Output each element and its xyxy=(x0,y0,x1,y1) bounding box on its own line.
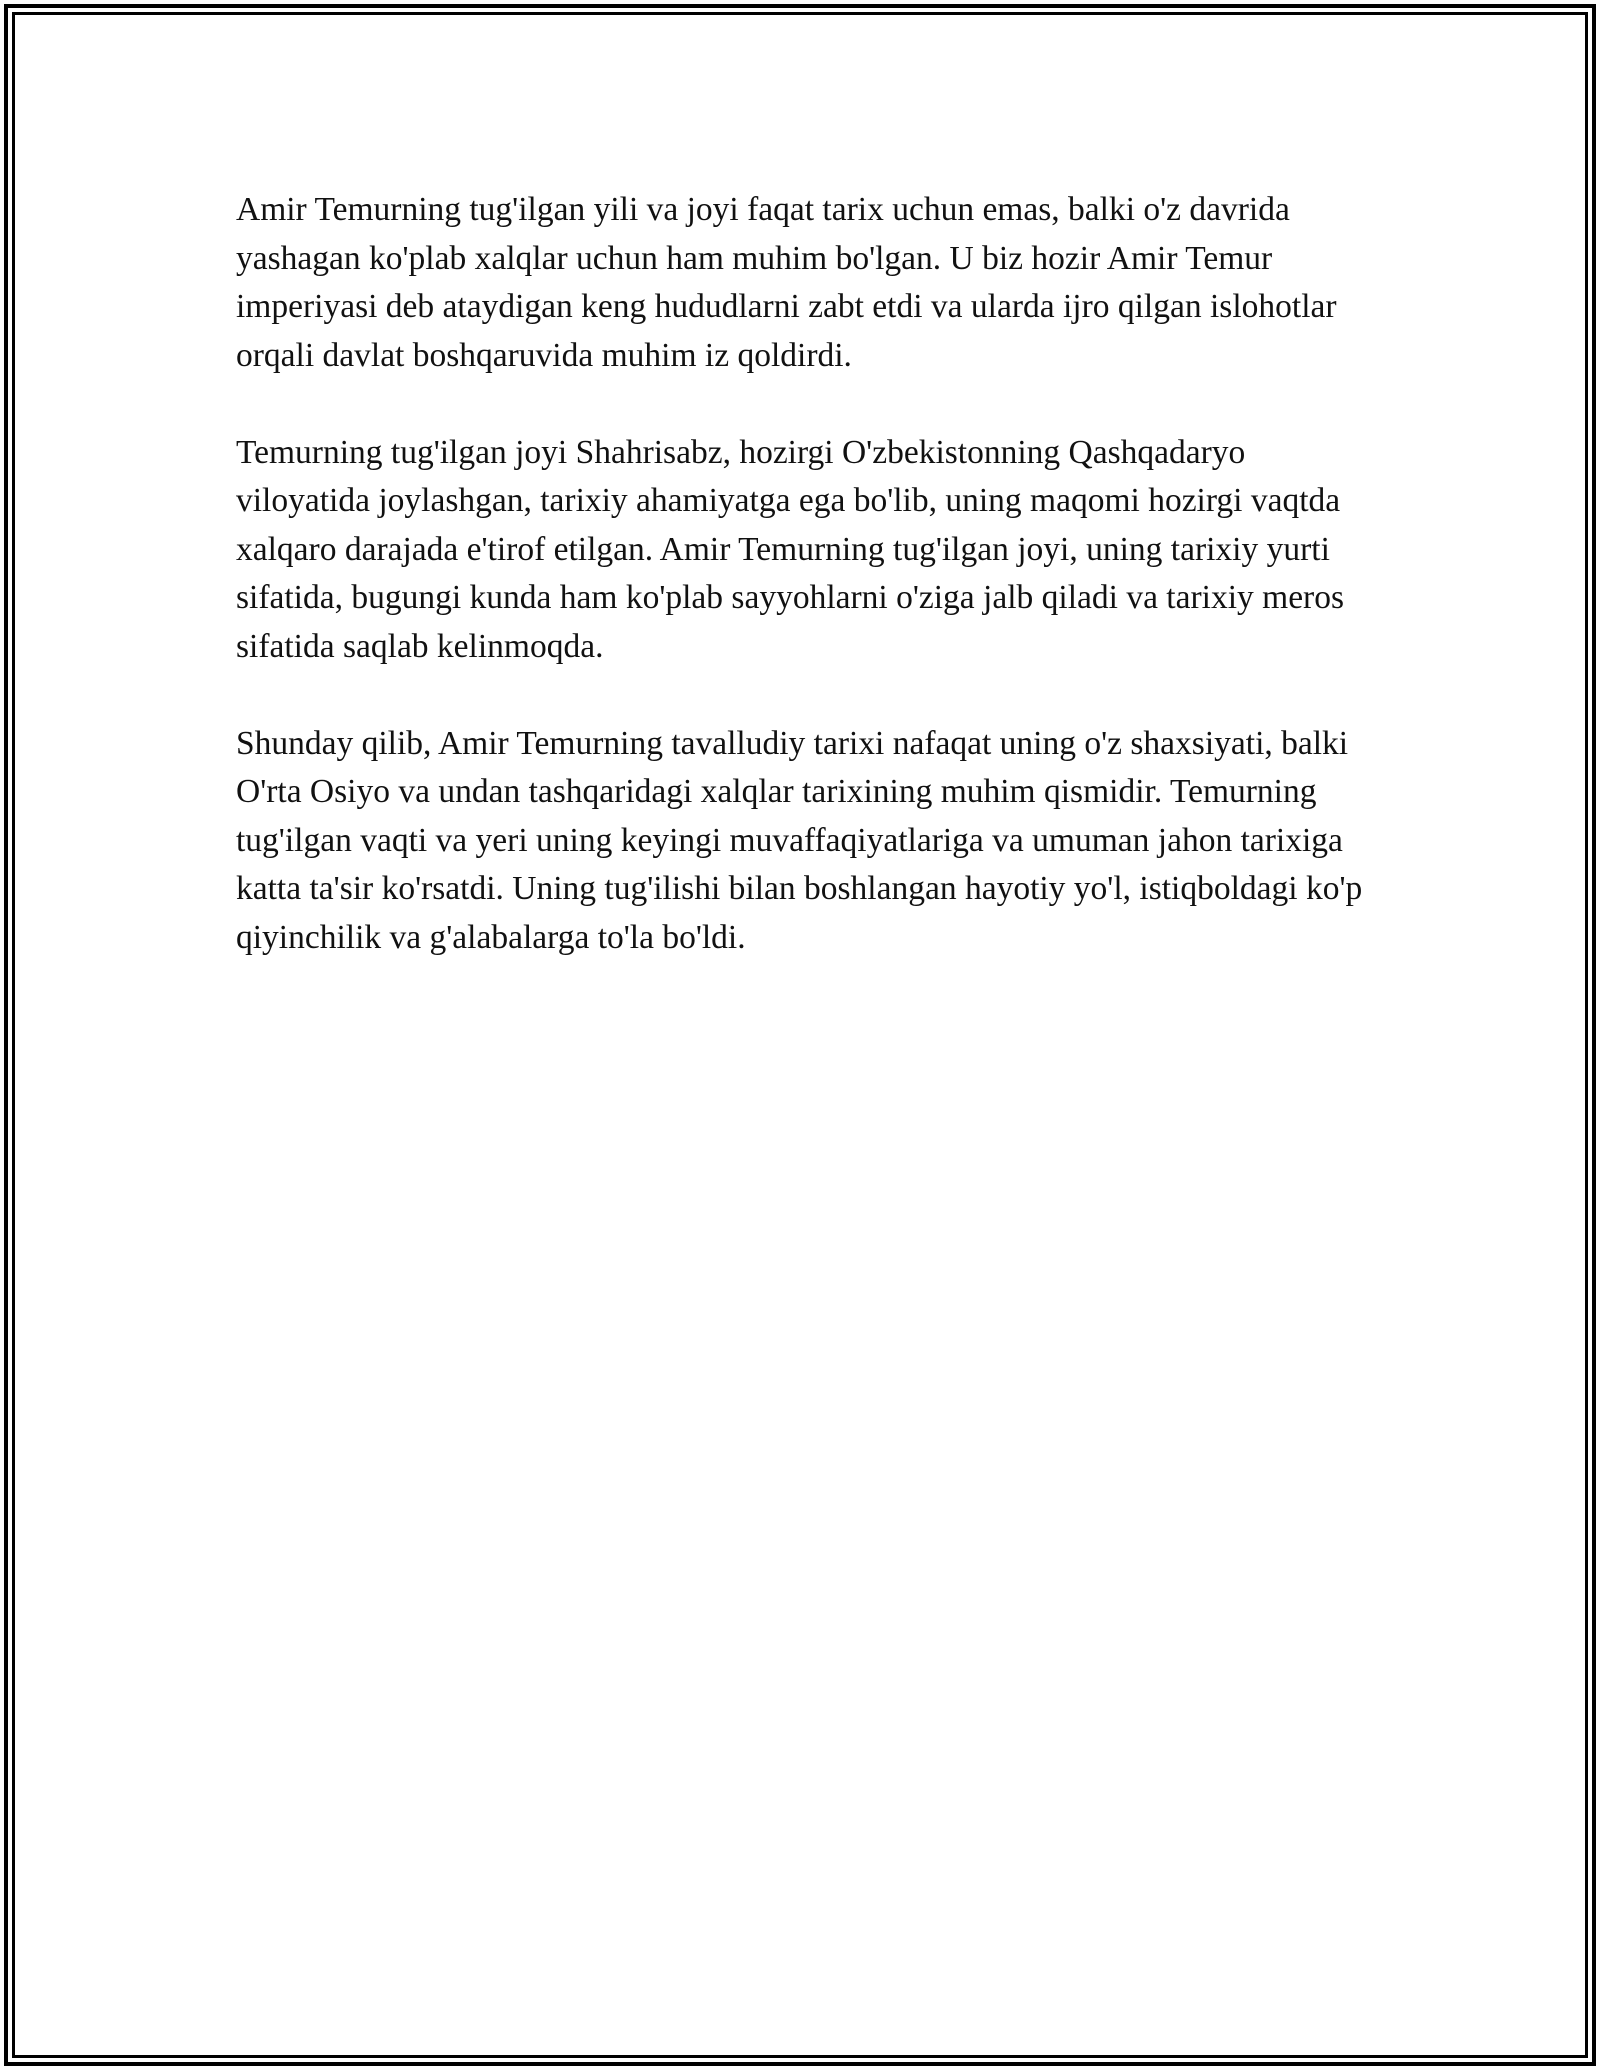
paragraph-1: Amir Temurning tug'ilgan yili va joyi faqat tarix uchun emas, balki o'z davrida yashagan ko'plab xalqlar uchun ham muhim bo'lgan. U biz hozir Amir Temur imperiyasi deb ataydigan keng hududlarni zabt etdi va ularda ijro qilgan islohotlar orqali davlat boshqaruvida muhim iz qoldirdi. xyxy=(236,191,1337,374)
document-body xyxy=(236,186,1376,1011)
paragraph-2: Temurning tug'ilgan joyi Shahrisabz, hozirgi O'zbekistonning Qashqadaryo viloyatida joylashgan, tarixiy ahamiyatga ega bo'lib, uning maqomi hozirgi vaqtda xalqaro darajada e'tirof etilgan. Amir Temurning tug'ilgan joyi, uning tarixiy yurti sifatida, bugungi kunda ham ko'plab sayyohlarni o'ziga jalb qiladi va tarixiy meros sifatida saqlab kelinmoqda. xyxy=(236,433,1345,665)
paragraph-3: Shunday qilib, Amir Temurning tavalludiy tarixi nafaqat uning o'z shaxsiyati, balki O'rta Osiyo va undan tashqaridagi xalqlar tarixining muhim qismidir. Temurning tug'ilgan vaqti va yeri uning keyingi muvaffaqiyatlariga va umuman jahon tarixiga katta ta'sir ko'rsatdi. Uning tug'ilishi bilan boshlangan hayotiy yo'l, istiqboldagi ko'p qiyinchilik va g'alabalarga to'la bo'ldi. xyxy=(236,724,1363,956)
